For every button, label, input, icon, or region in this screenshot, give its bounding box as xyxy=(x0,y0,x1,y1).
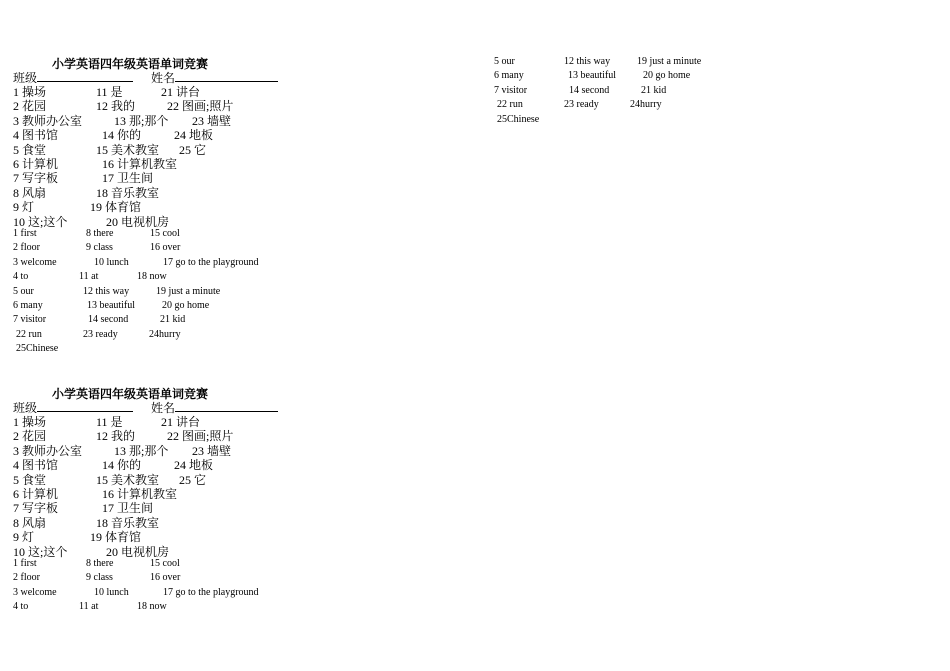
chinese-word-item: 15 美术教室 xyxy=(96,142,160,157)
english-word-item: 22 run xyxy=(497,99,523,111)
english-word-item: 24hurry xyxy=(149,328,181,340)
english-word-item: 23 ready xyxy=(83,328,118,340)
chinese-word-item: 2 花园 xyxy=(13,99,47,114)
chinese-word-item: 19 体育馆 xyxy=(90,200,142,215)
chinese-word-item: 19 体育馆 xyxy=(90,530,142,545)
english-word-item: 8 there xyxy=(86,558,114,569)
chinese-word-item: 23 墙壁 xyxy=(192,443,232,458)
english-word-item: 12 this way xyxy=(83,285,130,297)
english-word-item: 11 at xyxy=(79,271,99,283)
english-word-item: 13 beautiful xyxy=(568,70,617,82)
english-word-item: 19 just a minute xyxy=(156,285,221,297)
chinese-word-item: 6 计算机 xyxy=(13,157,59,171)
chinese-word-item: 20 电视机房 xyxy=(106,214,170,229)
class-blank xyxy=(37,400,133,412)
chinese-word-item: 25 它 xyxy=(179,472,207,487)
english-word-item: 21 kid xyxy=(160,314,186,326)
chinese-word-item: 7 写字板 xyxy=(13,501,59,516)
english-word-item: 24hurry xyxy=(630,99,662,111)
chinese-word-item: 18 音乐教室 xyxy=(96,515,160,530)
chinese-word-item: 12 我的 xyxy=(96,429,136,444)
student-info-line xyxy=(13,399,278,416)
chinese-word-item: 15 美术教室 xyxy=(96,472,160,487)
english-word-item: 6 many xyxy=(13,300,43,311)
chinese-word-item: 16 计算机教室 xyxy=(102,487,178,501)
chinese-word-item: 25 它 xyxy=(179,142,207,157)
chinese-word-item: 13 那;那个 xyxy=(114,113,169,128)
chinese-word-item: 9 灯 xyxy=(13,200,35,215)
english-word-item: 22 run xyxy=(16,328,42,340)
english-word-item: 7 visitor xyxy=(13,314,47,326)
english-word-item: 25Chinese xyxy=(16,343,59,355)
chinese-word-item: 1 操场 xyxy=(13,85,47,99)
chinese-word-item: 17 卫生间 xyxy=(102,501,154,516)
chinese-word-item: 13 那;那个 xyxy=(114,443,169,458)
chinese-word-item: 12 我的 xyxy=(96,99,136,114)
english-word-item: 2 floor xyxy=(13,242,40,254)
english-word-item: 10 lunch xyxy=(94,256,129,268)
chinese-word-item: 8 风扇 xyxy=(13,515,47,530)
chinese-word-item: 5 食堂 xyxy=(13,472,47,487)
continuation-column xyxy=(0,0,950,200)
chinese-word-item: 9 灯 xyxy=(13,530,35,545)
english-word-item: 1 first xyxy=(13,558,37,569)
chinese-word-item: 5 食堂 xyxy=(13,142,47,157)
english-word-item: 15 cool xyxy=(150,228,180,239)
chinese-word-item: 11 是 xyxy=(96,415,123,429)
chinese-word-item: 22 图画;照片 xyxy=(167,99,234,114)
english-word-item: 17 go to the playground xyxy=(163,586,259,598)
english-word-item: 25Chinese xyxy=(497,113,540,125)
chinese-word-item: 18 音乐教室 xyxy=(96,185,160,200)
chinese-word-item: 14 你的 xyxy=(102,128,142,143)
chinese-word-item: 16 计算机教室 xyxy=(102,157,178,171)
english-word-item: 21 kid xyxy=(641,84,667,96)
name-blank xyxy=(175,400,278,412)
english-word-item: 20 go home xyxy=(162,300,210,311)
english-word-item: 14 second xyxy=(569,84,610,96)
english-word-item: 13 beautiful xyxy=(87,300,136,311)
quiz-title: 小学英语四年级英语单词竞赛 xyxy=(52,387,209,401)
english-word-item: 4 to xyxy=(13,601,29,613)
name-label: 姓名 xyxy=(151,71,176,85)
english-word-item: 16 over xyxy=(150,242,181,254)
english-word-item: 10 lunch xyxy=(94,586,129,598)
chinese-word-item: 14 你的 xyxy=(102,458,142,473)
chinese-word-item: 2 花园 xyxy=(13,429,47,444)
english-word-item: 1 first xyxy=(13,228,37,239)
chinese-word-item: 4 图书馆 xyxy=(13,128,59,143)
english-word-item: 7 visitor xyxy=(494,84,528,96)
chinese-word-item: 21 讲台 xyxy=(161,85,201,99)
chinese-word-item: 3 教师办公室 xyxy=(13,113,83,128)
english-word-item: 17 go to the playground xyxy=(163,256,259,268)
english-word-item: 18 now xyxy=(137,271,167,283)
chinese-word-item: 20 电视机房 xyxy=(106,544,170,559)
name-label: 姓名 xyxy=(151,401,176,415)
class-label: 班级 xyxy=(13,71,38,85)
english-word-item: 16 over xyxy=(150,572,181,584)
chinese-word-item: 17 卫生间 xyxy=(102,171,154,186)
english-word-item: 11 at xyxy=(79,601,99,613)
english-word-item: 6 many xyxy=(494,70,524,82)
english-word-item: 8 there xyxy=(86,228,114,239)
quiz-title: 小学英语四年级英语单词竞赛 xyxy=(52,57,209,71)
english-word-item: 19 just a minute xyxy=(637,56,702,67)
chinese-word-item: 6 计算机 xyxy=(13,487,59,501)
class-label: 班级 xyxy=(13,401,38,415)
english-word-item: 5 our xyxy=(494,56,515,67)
english-word-item: 14 second xyxy=(88,314,129,326)
english-word-item: 9 class xyxy=(86,242,113,254)
english-word-item: 9 class xyxy=(86,572,113,584)
chinese-word-item: 3 教师办公室 xyxy=(13,443,83,458)
chinese-word-item: 10 这;这个 xyxy=(13,214,68,229)
chinese-word-item: 8 风扇 xyxy=(13,185,47,200)
english-word-item: 3 welcome xyxy=(13,256,57,268)
chinese-word-item: 1 操场 xyxy=(13,415,47,429)
chinese-word-item: 23 墙壁 xyxy=(192,113,232,128)
chinese-word-item: 21 讲台 xyxy=(161,415,201,429)
english-word-item: 18 now xyxy=(137,601,167,613)
english-word-item: 12 this way xyxy=(564,56,611,67)
english-word-item: 5 our xyxy=(13,285,34,297)
english-word-item: 4 to xyxy=(13,271,29,283)
chinese-word-item: 7 写字板 xyxy=(13,171,59,186)
english-word-item: 3 welcome xyxy=(13,586,57,598)
chinese-word-item: 24 地板 xyxy=(174,128,214,143)
chinese-word-item: 4 图书馆 xyxy=(13,458,59,473)
chinese-word-item: 24 地板 xyxy=(174,458,214,473)
english-word-item: 2 floor xyxy=(13,572,40,584)
chinese-word-item: 22 图画;照片 xyxy=(167,429,234,444)
english-word-item: 20 go home xyxy=(643,70,691,82)
english-word-item: 23 ready xyxy=(564,99,599,111)
chinese-word-item: 11 是 xyxy=(96,85,123,99)
chinese-word-item: 10 这;这个 xyxy=(13,544,68,559)
english-word-item: 15 cool xyxy=(150,558,180,569)
